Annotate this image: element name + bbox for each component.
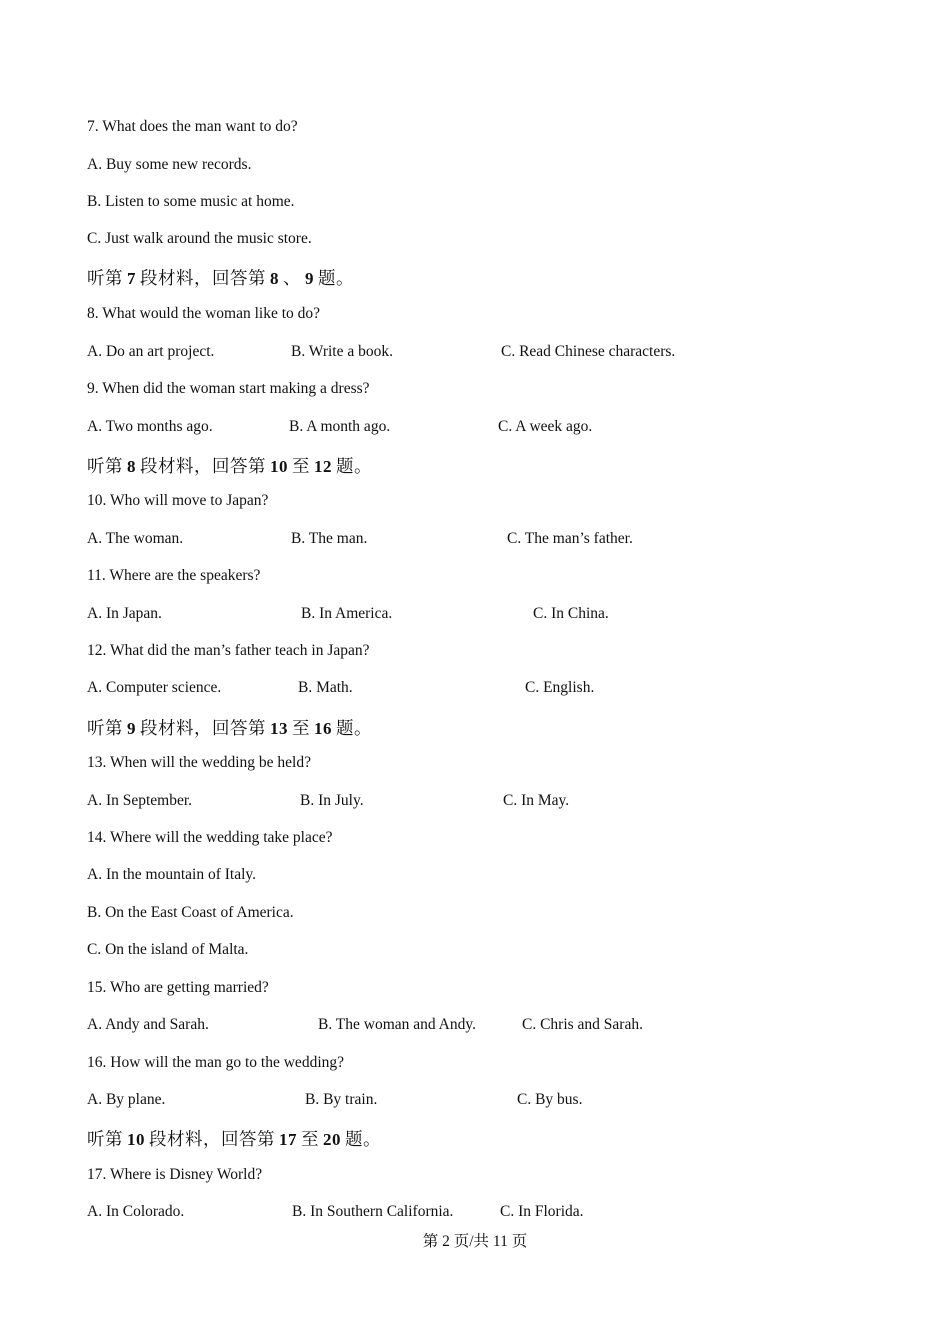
- question-16: 16. How will the man go to the wedding?: [87, 1054, 344, 1071]
- question-12: 12. What did the man’s father teach in Japan?: [87, 642, 370, 659]
- q7-option-c: C. Just walk around the music store.: [87, 230, 312, 247]
- q17-option-c: C. In Florida.: [500, 1203, 584, 1220]
- q12-option-c: C. English.: [525, 679, 595, 696]
- q11-option-c: C. In China.: [533, 605, 609, 622]
- q8-option-a: A. Do an art project.: [87, 343, 215, 360]
- q12-option-a: A. Computer science.: [87, 679, 222, 696]
- q14-option-b: B. On the East Coast of America.: [87, 904, 294, 921]
- q10-option-a: A. The woman.: [87, 530, 184, 547]
- section-8-instruction: 听第 8 段材料，回答第 10 至 12 题。: [87, 457, 372, 477]
- q17-option-a: A. In Colorado.: [87, 1203, 185, 1220]
- question-14: 14. Where will the wedding take place?: [87, 829, 333, 846]
- q13-option-a: A. In September.: [87, 792, 193, 809]
- question-17: 17. Where is Disney World?: [87, 1166, 263, 1183]
- question-10: 10. Who will move to Japan?: [87, 492, 269, 509]
- q16-option-c: C. By bus.: [517, 1091, 583, 1108]
- q9-option-c: C. A week ago.: [498, 418, 593, 435]
- question-11: 11. Where are the speakers?: [87, 567, 261, 584]
- q14-option-a: A. In the mountain of Italy.: [87, 866, 257, 883]
- q11-option-a: A. In Japan.: [87, 605, 162, 622]
- q8-option-c: C. Read Chinese characters.: [501, 343, 676, 360]
- section-9-instruction: 听第 9 段材料，回答第 13 至 16 题。: [87, 719, 372, 739]
- page-number-footer: 第 2 页/共 11 页: [422, 1233, 528, 1250]
- q10-option-c: C. The man’s father.: [507, 530, 633, 547]
- q14-option-c: C. On the island of Malta.: [87, 941, 249, 958]
- q15-option-c: C. Chris and Sarah.: [522, 1016, 643, 1033]
- section-10-instruction: 听第 10 段材料，回答第 17 至 20 题。: [87, 1130, 381, 1150]
- q11-option-b: B. In America.: [301, 605, 393, 622]
- question-15: 15. Who are getting married?: [87, 979, 269, 996]
- q13-option-b: B. In July.: [300, 792, 364, 809]
- q15-option-a: A. Andy and Sarah.: [87, 1016, 209, 1033]
- q8-option-b: B. Write a book.: [291, 343, 393, 360]
- q13-option-c: C. In May.: [503, 792, 570, 809]
- question-9: 9. When did the woman start making a dress?: [87, 380, 370, 397]
- q16-option-a: A. By plane.: [87, 1091, 166, 1108]
- q16-option-b: B. By train.: [305, 1091, 378, 1108]
- q17-option-b: B. In Southern California.: [292, 1203, 454, 1220]
- q7-option-a: A. Buy some new records.: [87, 156, 252, 173]
- question-8: 8. What would the woman like to do?: [87, 305, 321, 322]
- q7-option-b: B. Listen to some music at home.: [87, 193, 295, 210]
- q12-option-b: B. Math.: [298, 679, 353, 696]
- q10-option-b: B. The man.: [291, 530, 368, 547]
- question-7: 7. What does the man want to do?: [87, 118, 298, 135]
- q9-option-b: B. A month ago.: [289, 418, 391, 435]
- q15-option-b: B. The woman and Andy.: [318, 1016, 476, 1033]
- q9-option-a: A. Two months ago.: [87, 418, 213, 435]
- question-13: 13. When will the wedding be held?: [87, 754, 311, 771]
- section-7-instruction: 听第 7 段材料，回答第 8 、 9 题。: [87, 269, 354, 289]
